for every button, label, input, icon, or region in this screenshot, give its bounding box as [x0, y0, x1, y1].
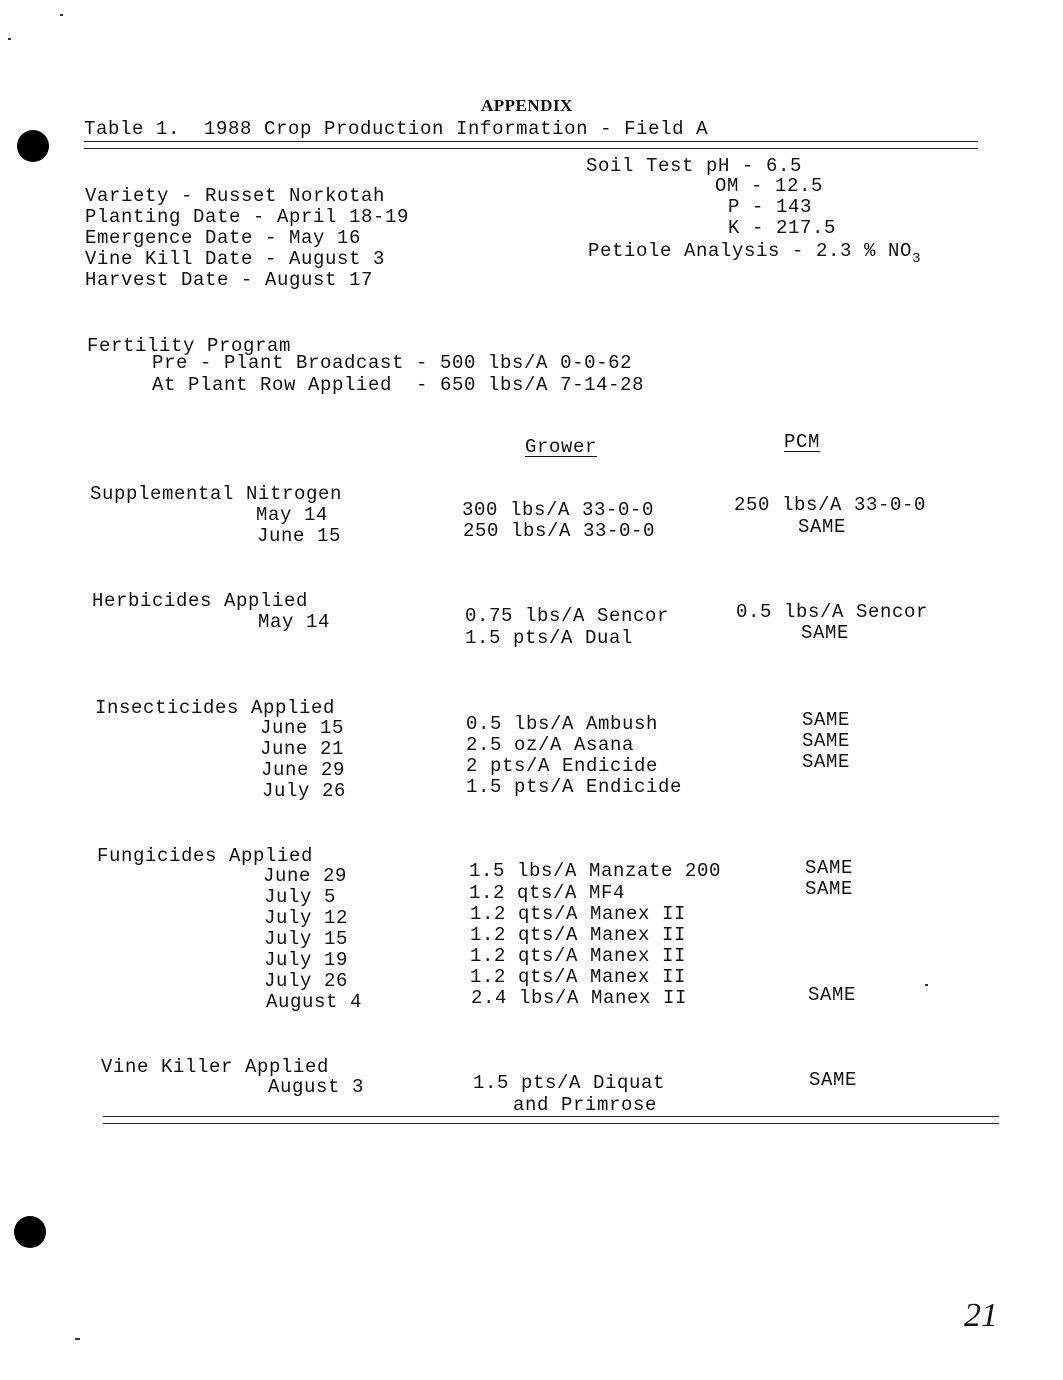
vine-killer-grower: 1.5 pts/A Diquat [473, 1072, 666, 1094]
nitrogen-grower: 250 lbs/A 33-0-0 [463, 520, 656, 542]
soil-test-p: P - 143 [728, 196, 813, 218]
herbicides-pcm: SAME [801, 622, 850, 644]
insecticides-date: July 26 [262, 780, 347, 802]
insecticides-grower: 1.5 pts/A Endicide [466, 776, 683, 798]
insecticides-grower: 2.5 oz/A Asana [466, 734, 635, 756]
emergence-date-line: Emergence Date - May 16 [85, 227, 362, 249]
herbicides-date: May 14 [258, 611, 331, 633]
fungicides-pcm: SAME [808, 984, 857, 1006]
nitrogen-pcm: 250 lbs/A 33-0-0 [734, 494, 927, 516]
vine-killer-pcm: SAME [809, 1069, 858, 1091]
fertility-row-applied: At Plant Row Applied - 650 lbs/A 7-14-28 [152, 374, 645, 396]
insecticides-grower: 0.5 lbs/A Ambush [466, 713, 659, 735]
fungicides-grower: 1.2 qts/A Manex II [470, 903, 687, 925]
fungicides-date: July 12 [264, 907, 349, 929]
nitrogen-pcm: SAME [798, 516, 847, 538]
binder-hole-top [17, 130, 49, 162]
soil-test-k: K - 217.5 [728, 217, 837, 239]
top-double-rule [84, 141, 978, 149]
vine-killer-grower-cont: and Primrose [513, 1094, 658, 1116]
planting-date-line: Planting Date - April 18-19 [85, 206, 410, 228]
fertility-title: Fertility Program [87, 335, 292, 357]
fungicides-date: July 15 [264, 928, 349, 950]
fungicides-grower: 2.4 lbs/A Manex II [471, 987, 688, 1009]
fungicides-grower: 1.2 qts/A MF4 [469, 882, 626, 904]
page-number: 21 [964, 1297, 998, 1334]
fungicides-date: August 4 [266, 991, 363, 1013]
fungicides-date: June 29 [263, 865, 348, 887]
herbicides-pcm: 0.5 lbs/A Sencor [736, 601, 929, 623]
herbicides-grower: 1.5 pts/A Dual [465, 627, 634, 649]
fungicides-title: Fungicides Applied [97, 845, 314, 867]
soil-test-om: OM - 12.5 [715, 175, 824, 197]
scan-speck [75, 1338, 80, 1340]
table-title: Table 1. 1988 Crop Production Information - Field A [84, 118, 709, 140]
herbicides-grower: 0.75 lbs/A Sencor [465, 605, 670, 627]
nitrogen-grower: 300 lbs/A 33-0-0 [462, 499, 655, 521]
harvest-date-line: Harvest Date - August 17 [85, 269, 374, 291]
insecticides-pcm: SAME [802, 709, 851, 731]
variety-line: Variety - Russet Norkotah [85, 185, 386, 207]
fungicides-date: July 5 [264, 886, 337, 908]
binder-hole-bottom [14, 1216, 46, 1248]
insecticides-date: June 15 [260, 717, 345, 739]
vine-kill-date-line: Vine Kill Date - August 3 [85, 248, 386, 270]
vine-killer-title: Vine Killer Applied [101, 1056, 330, 1078]
fungicides-grower: 1.2 qts/A Manex II [470, 924, 687, 946]
insecticides-pcm: SAME [802, 730, 851, 752]
insecticides-date: June 29 [261, 759, 346, 781]
fungicides-grower: 1.5 lbs/A Manzate 200 [469, 860, 722, 882]
fungicides-date: July 19 [264, 949, 349, 971]
fungicides-grower: 1.2 qts/A Manex II [470, 966, 687, 988]
soil-test-ph: Soil Test pH - 6.5 [586, 155, 803, 177]
insecticides-grower: 2 pts/A Endicide [466, 755, 659, 777]
scan-speck [925, 984, 928, 986]
fungicides-pcm: SAME [805, 857, 854, 879]
fertility-broadcast: Pre - Plant Broadcast - 500 lbs/A 0-0-62 [152, 352, 633, 374]
nitrogen-date: June 15 [257, 525, 342, 547]
fungicides-grower: 1.2 qts/A Manex II [470, 945, 687, 967]
insecticides-date: June 21 [260, 738, 345, 760]
column-header-pcm: PCM [784, 431, 821, 453]
petiole-analysis-text: Petiole Analysis - 2.3 % NO [588, 240, 913, 262]
scan-speck [8, 38, 11, 40]
scan-speck [60, 14, 63, 16]
nitrogen-title: Supplemental Nitrogen [90, 483, 343, 505]
vine-killer-date: August 3 [268, 1076, 365, 1098]
fungicides-date: July 26 [264, 970, 349, 992]
bottom-double-rule [103, 1116, 999, 1124]
petiole-subscript: 3 [912, 251, 922, 267]
column-header-grower: Grower [525, 436, 598, 458]
herbicides-title: Herbicides Applied [92, 590, 309, 612]
appendix-heading: APPENDIX [481, 96, 573, 115]
petiole-analysis [588, 241, 921, 270]
nitrogen-date: May 14 [256, 504, 329, 526]
insecticides-title: Insecticides Applied [95, 697, 336, 719]
insecticides-pcm: SAME [802, 751, 851, 773]
fungicides-pcm: SAME [805, 878, 854, 900]
